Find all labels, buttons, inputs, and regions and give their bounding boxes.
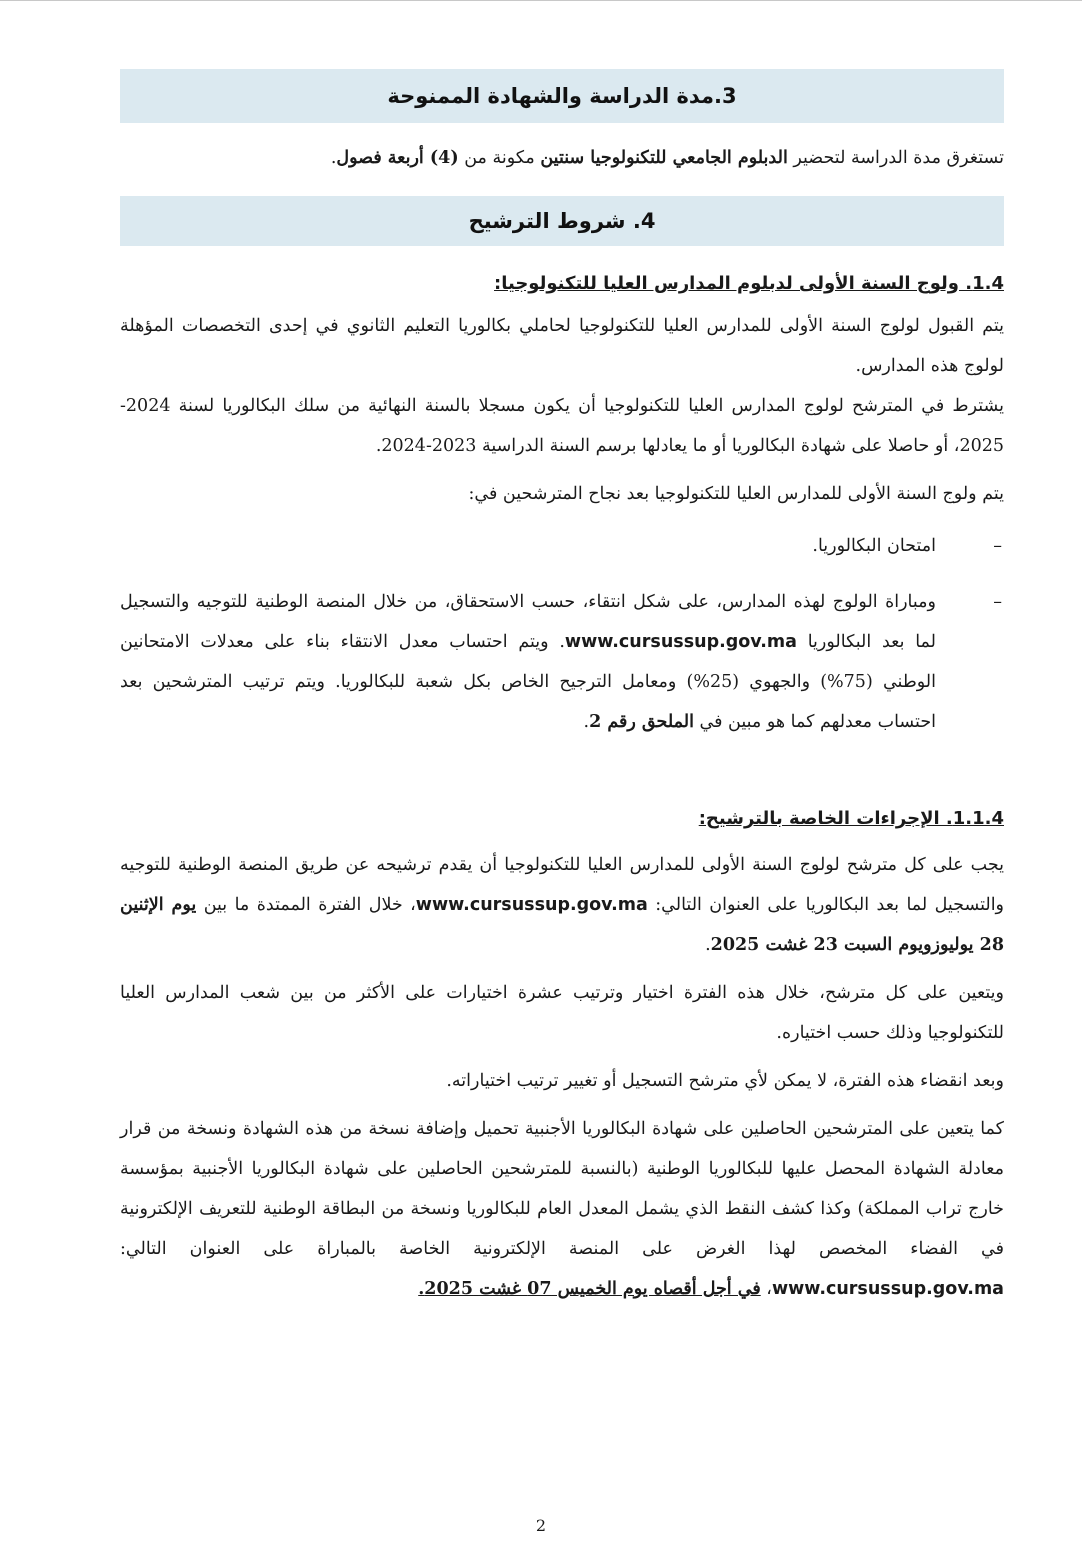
semester-count: (4) أربعة فصول xyxy=(336,148,459,168)
section-4-1-1 xyxy=(120,799,1004,1309)
section-3-body xyxy=(120,138,1004,178)
bullet-dash-icon: – xyxy=(993,536,1002,556)
application-paragraph: يجب على كل مترشح لولوج السنة الأولى للمدارس العليا للتكنولوجيا أن يقدم ترشيحه عن طريق المنصة الوطنية للتوجيه والتسجيل لما بعد البكالوريا على العنوان التالي: www.cursussup.gov.ma، خلال الفترة الممتدة ما بين يوم الإثنين 28 يوليوزويوم السبت 23 غشت 2025. xyxy=(120,855,1005,955)
duration-paragraph: تستغرق مدة الدراسة لتحضير الدبلوم الجامعي للتكنولوجيا سنتين مكونة من (4) أربعة فصول. xyxy=(330,148,1004,168)
subsection-4-1-1-heading: 1.1.4. الإجراءات الخاصة بالترشيح: xyxy=(698,808,1004,829)
section-3-heading xyxy=(120,69,1004,123)
page-number: 2 xyxy=(535,1516,547,1535)
subsection-4-1-heading: 1.4. ولوج السنة الأولى لدبلوم المدارس العليا للتكنولوجيا: xyxy=(494,273,1004,294)
list-item: – ومباراة الولوج لهذه المدارس، على شكل انتقاء، حسب الاستحقاق، من خلال المنصة الوطنية للتوجيه والتسجيل لما بعد البكالوريا www.cursussup.gov.ma. ويتم احتساب معدل الانتقاء بناء على معدلات الامتحانين الوطني (75%) والجهوي (25%) ومعامل الترجيح الخاص بكل شعبة للبكالوريا. ويتم ترتيب المترشحين بعد احتساب معدلهم كما هو مبين في الملحق رقم 2. xyxy=(120,582,1004,742)
admission-paragraph: يتم القبول لولوج السنة الأولى للمدارس العليا للتكنولوجيا لحاملي بكالوريا التعليم الثانوي في إحدى التخصصات المؤهلة لولوج هذه المدارس. xyxy=(120,316,1004,376)
conditions-list xyxy=(120,526,1004,742)
eligibility-paragraph: يشترط في المترشح لولوج المدارس العليا للتكنولوجيا أن يكون مسجلا بالسنة النهائية من سلك البكالوريا لسنة 2024-2025، أو حاصلا على شهادة البكالوريا أو ما يعادلها برسم السنة الدراسية 2023-2024. xyxy=(120,396,1004,456)
annex-reference: الملحق رقم 2 xyxy=(589,712,694,732)
platform-url-link[interactable]: www.cursussup.gov.ma xyxy=(415,895,648,915)
list-item xyxy=(120,526,1004,566)
after-period-paragraph: وبعد انقضاء هذه الفترة، لا يمكن لأي مترشح التسجيل أو تغيير ترتيب اختياراته. xyxy=(446,1071,1004,1091)
choices-paragraph: ويتعين على كل مترشح، خلال هذه الفترة اختيار وترتيب عشرة اختيارات على الأكثر من بين شعب المدارس العليا للتكنولوجيا وذلك حسب اختياره. xyxy=(120,983,1004,1043)
platform-url-link[interactable]: www.cursussup.gov.ma xyxy=(771,1279,1004,1299)
diploma-name: الدبلوم الجامعي للتكنولوجيا سنتين xyxy=(540,148,788,168)
platform-url-link[interactable]: www.cursussup.gov.ma xyxy=(564,632,797,652)
section-4-heading xyxy=(120,196,1004,246)
foreign-bac-paragraph: كما يتعين على المترشحين الحاصلين على شهادة البكالوريا الأجنبية تحميل وإضافة نسخة من هذه الشهادة ونسخة من قرار معادلة الشهادة المحصل عليها للبكالوريا الوطنية (بالنسبة للمترشحين الحاصلين على شهادة البكالوريا الأجنبية بمؤسسة خارج تراب المملكة) وكذا كشف النقط الذي يشمل المعدل العام للبكالوريا ونسخة من البطاقة الوطنية للتعريف الإلكترونية في الفضاء المخصص لهذا الغرض على المنصة الإلكترونية الخاصة بالمباراة على العنوان التالي: www.cursussup.gov.ma، في أجل أقصاه يوم الخميس 07 غشت 2025. xyxy=(120,1119,1004,1299)
section-4-1 xyxy=(120,264,1004,742)
section-3-title: 3.مدة الدراسة والشهادة الممنوحة xyxy=(387,84,737,108)
bullet-text: امتحان البكالوريا. xyxy=(812,536,936,556)
conditions-intro: يتم ولوج السنة الأولى للمدارس العليا للتكنولوجيا بعد نجاح المترشحين في: xyxy=(468,484,1004,504)
upload-deadline: في أجل أقصاه يوم الخميس 07 غشت 2025 xyxy=(424,1279,761,1299)
section-4-title: 4. شروط الترشيح xyxy=(468,209,656,233)
application-period: يوم الإثنين 28 يوليوزويوم السبت 23 غشت 2025 xyxy=(120,895,1004,955)
bullet-dash-icon: – xyxy=(993,592,1002,612)
